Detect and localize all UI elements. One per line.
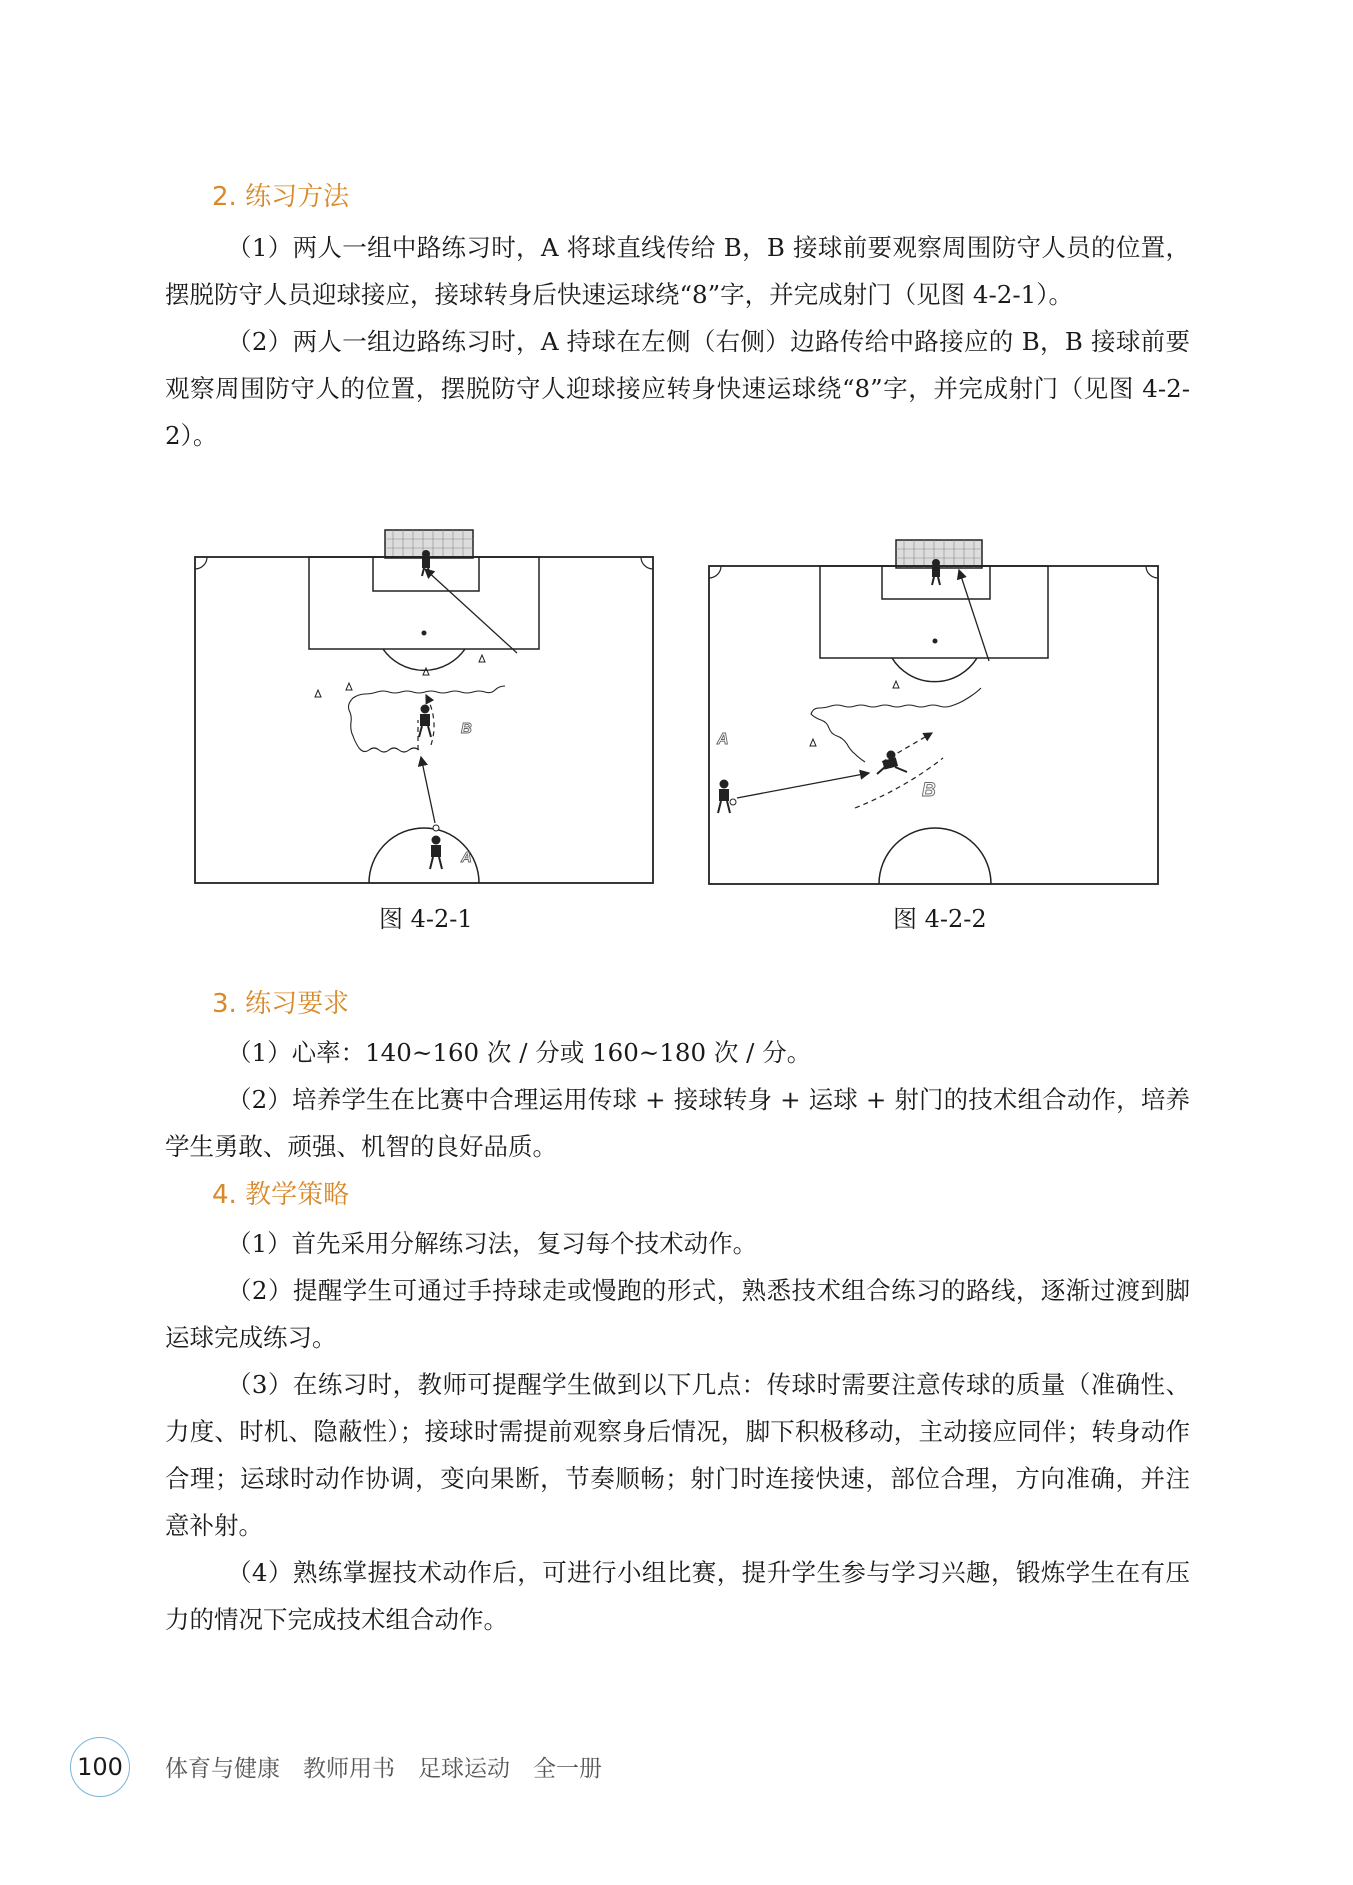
goalkeeper-figure <box>422 550 430 576</box>
paragraph-strategy-3: （3）在练习时，教师可提醒学生做到以下几点：传球时需要注意传球的质量（准确性、力度、时机、隐蔽性）；接球时需提前观察身后情况，脚下积极移动，主动接应同伴；转身动作合理；运球时动作协调，变向果断，节奏顺畅；射门时连接快速，部位合理，方向准确，并注意补射。 <box>165 1370 1190 1540</box>
label-a: A <box>461 849 472 866</box>
label-b: B <box>461 720 472 737</box>
paragraph-strategy-2: （2）提醒学生可通过手持球走或慢跑的形式，熟悉技术组合练习的路线，逐渐过渡到脚运球完成练习。 <box>165 1276 1190 1352</box>
figure-4-2-1-caption: 图 4-2-1 <box>379 905 473 933</box>
player-b-figure <box>419 705 431 738</box>
center-circle <box>879 828 991 884</box>
paragraph-side-drill: （2）两人一组边路练习时，A 持球在左侧（右侧）边路传给中路接应的 B，B 接球前要观察周围防守人的位置，摆脱防守人迎球接应转身快速运球绕“8”字，并完成射门（见图 4-2-2）。 <box>165 327 1190 450</box>
book-title-footer: 体育与健康 教师用书 足球运动 全一册 <box>165 1756 602 1782</box>
label-b: B <box>922 780 936 801</box>
paragraph-heart-rate: （1）心率：140~160 次 / 分或 160~180 次 / 分。 <box>227 1038 812 1067</box>
paragraph-center-drill: （1）两人一组中路练习时，A 将球直线传给 B，B 接球前要观察周围防守人员的位置，摆脱防守人员迎球接应，接球转身后快速运球绕“8”字，并完成射门（见图 4-2-1）。 <box>165 233 1190 309</box>
figure-4-2-1-diagram <box>193 525 656 885</box>
figure-4-2-2-caption: 图 4-2-2 <box>893 905 987 933</box>
ball <box>433 825 439 831</box>
label-a: A <box>717 731 729 748</box>
paragraph-strategy-4: （4）熟练掌握技术动作后，可进行小组比赛，提升学生参与学习兴趣，锻炼学生在有压力的情况下完成技术组合动作。 <box>165 1558 1190 1634</box>
goalkeeper-figure <box>932 559 940 585</box>
paragraph-quality-training: （2）培养学生在比赛中合理运用传球 + 接球转身 + 运球 + 射门的技术组合动作，培养学生勇敢、顽强、机智的良好品质。 <box>165 1085 1190 1161</box>
figure-4-2-2-diagram <box>707 536 1170 886</box>
page-number: 100 <box>70 1737 130 1797</box>
player-a-figure <box>718 780 730 814</box>
section-heading-teaching-strategy: 4. 教学策略 <box>212 1180 350 1210</box>
pitch-boundary <box>709 566 1158 884</box>
player-a-figure <box>430 836 442 870</box>
ball <box>730 799 736 805</box>
section-heading-practice-requirements: 3. 练习要求 <box>212 989 350 1019</box>
paragraph-strategy-1: （1）首先采用分解练习法，复习每个技术动作。 <box>227 1229 758 1258</box>
player-b-figure <box>877 751 907 775</box>
section-heading-practice-method: 2. 练习方法 <box>212 182 350 212</box>
